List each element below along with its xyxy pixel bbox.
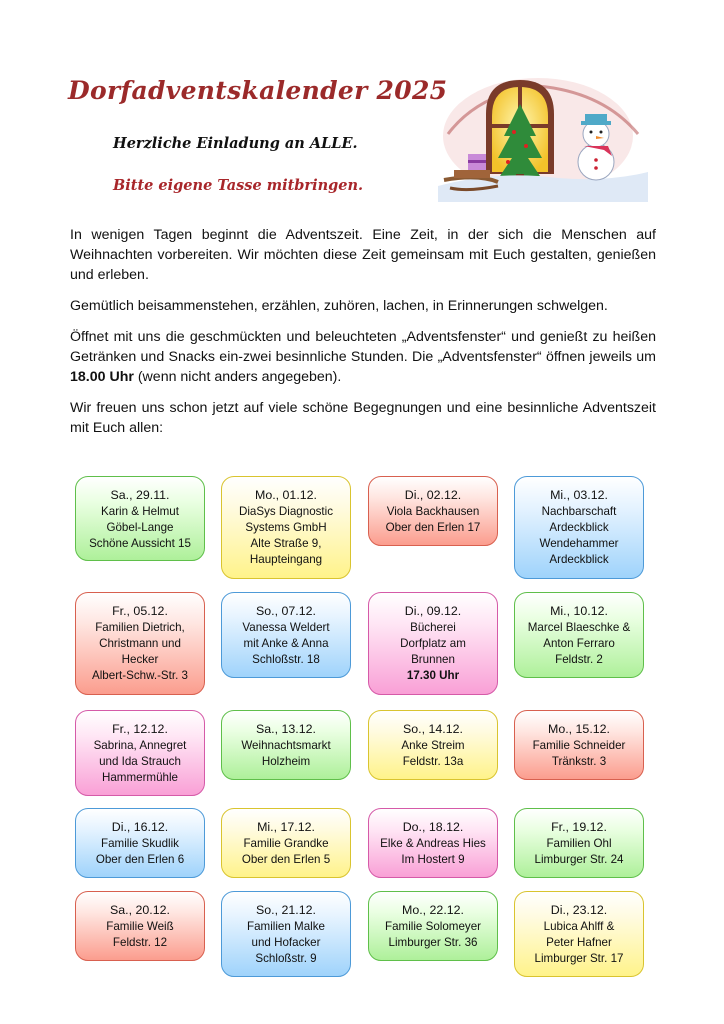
entry-line: Wendehammer <box>539 537 619 550</box>
entry-date: Mo., 01.12. <box>255 488 317 502</box>
entry-line: Brunnen <box>411 653 455 666</box>
entry-line: Anton Ferraro <box>543 637 615 650</box>
entry-line: Nachbarschaft <box>541 505 617 518</box>
entry-line: Limburger Str. 17 <box>534 952 624 965</box>
entry-line: Familie Solomeyer <box>385 920 481 933</box>
entry-date: Fr., 05.12. <box>112 604 168 618</box>
entry-line: Christmann und <box>99 637 181 650</box>
entry-line: Bücherei <box>410 621 456 634</box>
entry-date: Sa., 20.12. <box>110 903 170 917</box>
calendar-entry <box>368 808 498 878</box>
entry-line: Im Hostert 9 <box>401 853 465 866</box>
entry-line: Ober den Erlen 17 <box>385 521 481 534</box>
entry-date: Mo., 22.12. <box>402 903 464 917</box>
entry-line: Dorfplatz am <box>400 637 466 650</box>
calendar-entry <box>221 891 351 977</box>
entry-line: Weihnachtsmarkt <box>241 739 331 752</box>
intro-text <box>70 225 656 449</box>
christmas-window-illustration <box>438 74 648 202</box>
intro-paragraph-3-end: (wenn nicht anders angegeben). <box>133 369 342 385</box>
calendar-entry <box>221 710 351 780</box>
entry-line: Schöne Aussicht 15 <box>89 537 191 550</box>
calendar-entry <box>75 710 205 796</box>
entry-line: Feldstr. 13a <box>402 755 464 768</box>
entry-line: Ardeckblick <box>549 553 609 566</box>
entry-line: Feldstr. 12 <box>112 936 168 949</box>
entry-line: Holzheim <box>261 755 311 768</box>
entry-line: Haupteingang <box>249 553 323 566</box>
calendar-entry <box>368 710 498 780</box>
entry-date: Mi., 10.12. <box>550 604 608 618</box>
entry-line: Familie Weiß <box>106 920 174 933</box>
entry-date: Di., 09.12. <box>404 604 462 618</box>
entry-date: Do., 18.12. <box>402 820 464 834</box>
entry-date: Di., 16.12. <box>111 820 169 834</box>
entry-line: Alte Straße 9, <box>250 537 322 550</box>
entry-line: Peter Hafner <box>546 936 612 949</box>
cup-note: Bitte eigene Tasse mitbringen. <box>113 177 364 194</box>
intro-paragraph-2: Gemütlich beisammenstehen, erzählen, zuhören, lachen, in Erinnerungen schwelgen. <box>70 298 608 314</box>
entry-line: Albert-Schw.-Str. 3 <box>91 669 188 682</box>
entry-line: Sabrina, Annegret <box>93 739 187 752</box>
entry-line: Tränkstr. 3 <box>551 755 607 768</box>
entry-date: Mo., 15.12. <box>548 722 610 736</box>
entry-line: und Hofacker <box>251 936 321 949</box>
entry-line: Feldstr. 2 <box>555 653 603 666</box>
entry-line: Marcel Blaeschke & <box>527 621 631 634</box>
entry-date: Di., 23.12. <box>550 903 608 917</box>
entry-line: Familie Skudlik <box>101 837 179 850</box>
entry-line: und Ida Strauch <box>99 755 181 768</box>
entry-date: Mi., 17.12. <box>257 820 315 834</box>
calendar-entry <box>75 476 205 561</box>
entry-date: Di., 02.12. <box>404 488 462 502</box>
entry-time: 17.30 Uhr <box>406 669 460 682</box>
entry-line: Ober den Erlen 6 <box>95 853 185 866</box>
calendar-entry <box>221 808 351 878</box>
entry-line: Lubica Ahlff & <box>543 920 615 933</box>
entry-date: Sa., 13.12. <box>256 722 316 736</box>
entry-date: So., 21.12. <box>256 903 316 917</box>
calendar-entry <box>221 592 351 678</box>
calendar-entry <box>75 808 205 878</box>
entry-line: Viola Backhausen <box>386 505 480 518</box>
entry-line: Systems GmbH <box>245 521 327 534</box>
entry-line: Familie Grandke <box>243 837 329 850</box>
intro-paragraph-3-start: Öffnet mit uns die geschmückten und beleuchteten „Adventsfenster“ und genießt zu heißen Getränken und Snacks ein-zwei besinnliche Stunden. Die „Adventsfenster“ öffnen jeweils um <box>70 329 656 365</box>
opening-time: 18.00 Uhr <box>70 369 134 385</box>
calendar-entry <box>75 592 205 695</box>
entry-line: Vanessa Weldert <box>242 621 330 634</box>
entry-date: So., 14.12. <box>403 722 463 736</box>
intro-paragraph-3 <box>70 327 656 387</box>
page-title: Dorfadventskalender 2025 <box>68 76 448 105</box>
entry-line: Hammermühle <box>101 771 179 784</box>
entry-line: Anke Streim <box>401 739 465 752</box>
entry-line: Schloßstr. 9 <box>255 952 317 965</box>
invitation-subtitle: Herzliche Einladung an ALLE. <box>113 135 358 152</box>
intro-paragraph-4: Wir freuen uns schon jetzt auf viele schöne Begegnungen und eine besinnliche Adventszeit mit Euch allen: <box>70 400 656 436</box>
calendar-entry <box>514 710 644 780</box>
calendar-entry <box>221 476 351 579</box>
calendar-entry <box>514 891 644 977</box>
entry-line: Göbel-Lange <box>106 521 174 534</box>
calendar-entry <box>514 808 644 878</box>
entry-line: mit Anke & Anna <box>243 637 329 650</box>
entry-date: Fr., 19.12. <box>551 820 607 834</box>
entry-date: So., 07.12. <box>256 604 316 618</box>
calendar-entry <box>368 592 498 695</box>
entry-line: Ardeckblick <box>549 521 609 534</box>
entry-line: Karin & Helmut <box>101 505 179 518</box>
entry-date: Fr., 12.12. <box>112 722 168 736</box>
entry-line: Familie Schneider <box>532 739 626 752</box>
entry-line: Hecker <box>121 653 159 666</box>
calendar-entry <box>368 891 498 961</box>
entry-date: Mi., 03.12. <box>550 488 608 502</box>
entry-line: Ober den Erlen 5 <box>241 853 331 866</box>
entry-line: Familien Ohl <box>546 837 612 850</box>
entry-line: Familien Malke <box>247 920 325 933</box>
calendar-entry <box>75 891 205 961</box>
entry-line: Familien Dietrich, <box>95 621 185 634</box>
entry-line: Limburger Str. 36 <box>388 936 478 949</box>
calendar-entry <box>514 476 644 579</box>
entry-line: Limburger Str. 24 <box>534 853 624 866</box>
intro-paragraph-1: In wenigen Tagen beginnt die Adventszeit. Eine Zeit, in der sich die Menschen auf Weihnachten vorbereiten. Wir möchten diese Zeit gemeinsam mit Euch gestalten, genießen und erleben. <box>70 227 656 283</box>
entry-line: Schloßstr. 18 <box>252 653 320 666</box>
entry-date: Sa., 29.11. <box>110 488 170 502</box>
calendar-entry <box>514 592 644 678</box>
entry-line: DiaSys Diagnostic <box>238 505 334 518</box>
calendar-entry <box>368 476 498 546</box>
entry-line: Elke & Andreas Hies <box>380 837 486 850</box>
